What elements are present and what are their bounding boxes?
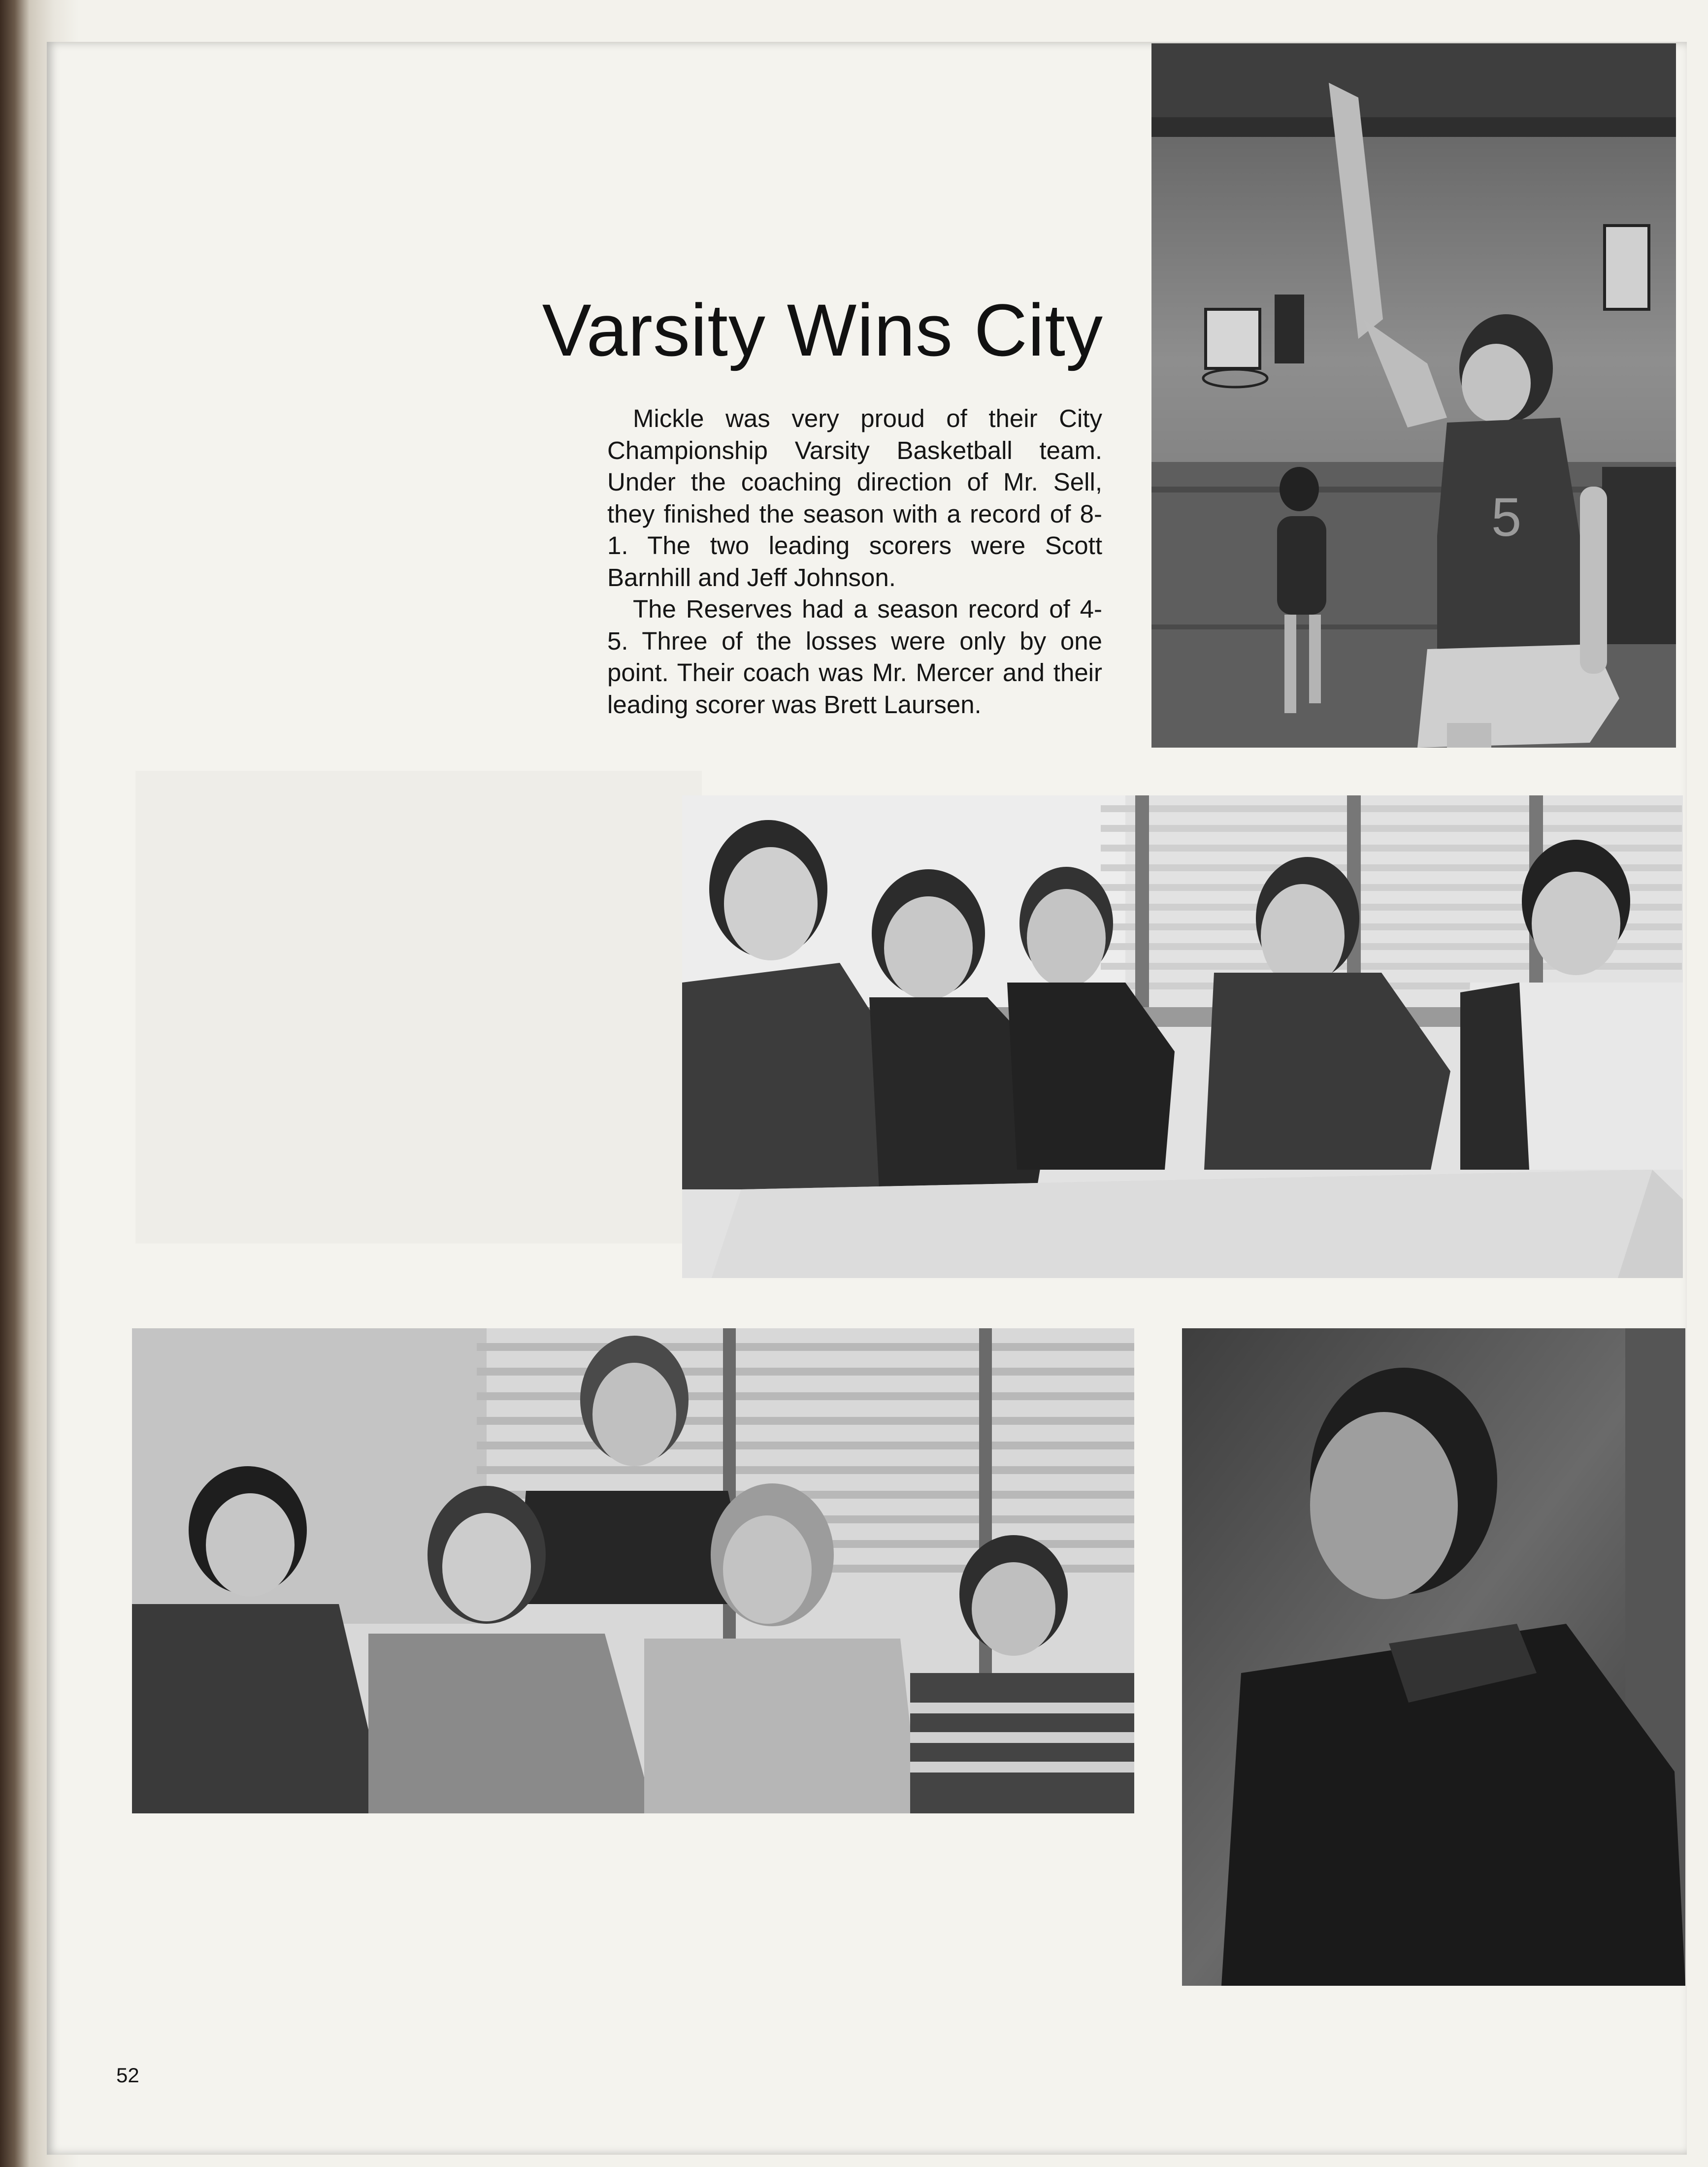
svg-text:5: 5 [1491, 487, 1522, 548]
photo-group-seated-icon [132, 1328, 1134, 1813]
article-body [607, 403, 1102, 721]
bleed-through-text [135, 771, 702, 1244]
photo-group-seated-icon [682, 795, 1683, 1278]
basketball-player-photo [1151, 43, 1676, 748]
page-title: Varsity Wins City [542, 289, 1103, 371]
varsity-team-group-photo [132, 1328, 1134, 1813]
reserve-team-group-photo [682, 795, 1683, 1278]
photo-basketball-action-icon [1151, 43, 1676, 748]
article-paragraph: Mickle was very proud of their City Championship Varsity Basketball team. Under the coaching direction of Mr. Sell, they finished the season with a record of 8-1. The two leading scorers were Scott Barnhill and Jeff Johnson. [607, 404, 1102, 591]
article-paragraph: The Reserves had a season record of 4-5. Three of the losses were only by one point. Their coach was Mr. Mercer and their leading scorer was Brett Laursen. [607, 595, 1102, 719]
page-number: 52 [116, 2064, 139, 2087]
photo-portrait-icon [1182, 1328, 1685, 1986]
coach-portrait-photo [1182, 1328, 1685, 1986]
